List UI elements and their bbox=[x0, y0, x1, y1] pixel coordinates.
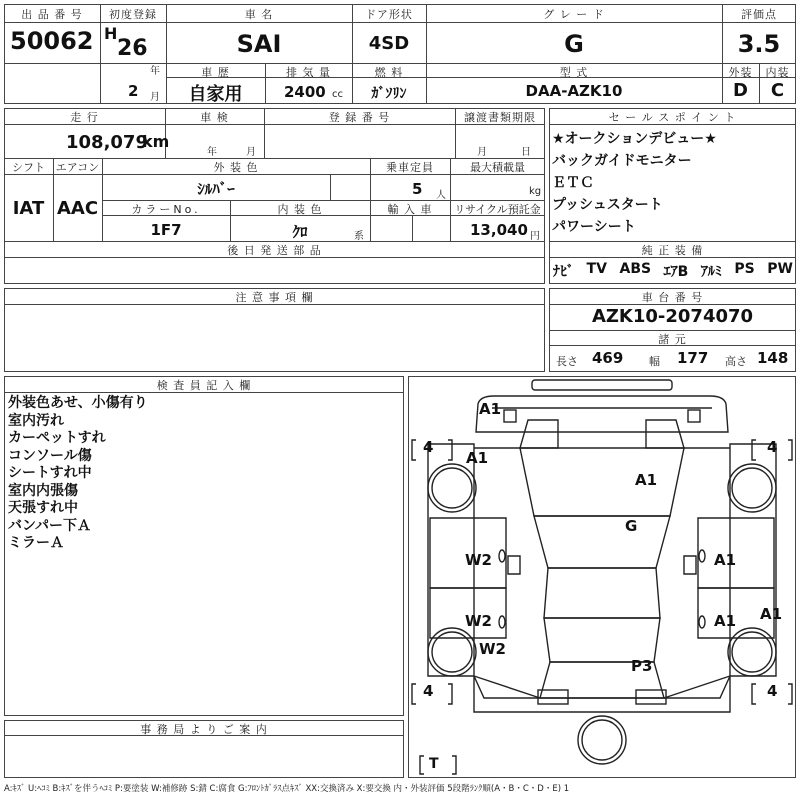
equipment-item: PS bbox=[734, 261, 755, 277]
registration-number-label: 登 録 番 号 bbox=[328, 111, 391, 124]
damage-left-front-door: W2 bbox=[465, 551, 492, 569]
inspector-note: シートすれ中 bbox=[8, 465, 92, 481]
mileage: 108,079 bbox=[66, 132, 148, 153]
height: 148 bbox=[757, 349, 789, 367]
history: 自家用 bbox=[188, 84, 243, 105]
damage-left-front-fender: A1 bbox=[466, 449, 489, 467]
damage-right-rear-door: A1 bbox=[714, 612, 737, 630]
mileage-unit: km bbox=[142, 132, 170, 151]
car-name: SAI bbox=[236, 30, 282, 58]
sales-point-item: ★オークションデビュー★ bbox=[552, 131, 717, 147]
damage-right-front-door: A1 bbox=[714, 551, 737, 569]
inspector-note: バンパー下Ａ bbox=[8, 517, 92, 534]
chassis-number: AZK10-2074070 bbox=[591, 306, 754, 327]
equipment-item: ﾅﾋﾞ bbox=[553, 264, 574, 280]
damage-roof: G bbox=[625, 517, 638, 535]
inspector-note: カーペットすれ bbox=[8, 430, 106, 446]
damage-right-rear-fender: A1 bbox=[760, 605, 783, 623]
damage-hood: A1 bbox=[635, 471, 658, 489]
shift: IAT bbox=[12, 198, 45, 219]
recycle-deposit: 13,040 bbox=[470, 221, 528, 239]
recycle-unit: 円 bbox=[530, 231, 540, 242]
ac-label: エアコン bbox=[55, 161, 100, 174]
interior-color-label: 内 装 色 bbox=[277, 203, 323, 216]
grade-label: グ レ ー ド bbox=[543, 8, 605, 21]
tire-rear-right: 4 bbox=[767, 682, 778, 700]
inspector-note: コンソール傷 bbox=[8, 447, 92, 464]
inspector-note: 天張すれ中 bbox=[8, 500, 78, 516]
inspector-note: 室内内張傷 bbox=[8, 482, 78, 499]
equipment-item: PW bbox=[767, 261, 793, 277]
exterior-color-label: 外 装 色 bbox=[213, 161, 259, 174]
transfer-month-unit: 月 bbox=[477, 147, 487, 158]
legend: A:ｷｽﾞ U:ﾍｺﾐ B:ｷｽﾞを伴うﾍｺﾐ P:要塗装 W:補修跡 S:錆 C:腐食 G:ﾌﾛﾝﾄｶﾞﾗｽ点ｷｽﾞ XX:交換済み X:要交換 内・外装評価 5段階ﾗﾝｸ順(A・B・C・D・E) 1 bbox=[4, 784, 570, 794]
divider bbox=[100, 22, 796, 23]
sales-point-item: プッシュスタート bbox=[552, 197, 663, 213]
door-type-label: ドア形状 bbox=[365, 8, 413, 21]
displacement: 2400 bbox=[284, 83, 326, 101]
transfer-deadline-label: 譲渡書類期限 bbox=[464, 111, 536, 124]
sales-points-list bbox=[552, 128, 717, 238]
ac: AAC bbox=[56, 198, 99, 219]
interior-grade: C bbox=[770, 80, 785, 101]
model-label: 型 式 bbox=[559, 66, 589, 79]
registration-year: 26 bbox=[117, 36, 148, 61]
exterior-grade: D bbox=[733, 80, 748, 101]
inspection-month-unit: 月 bbox=[246, 147, 256, 158]
tire-front-right: 4 bbox=[767, 438, 778, 456]
length-label: 長さ bbox=[556, 355, 578, 368]
capacity-label: 乗車定員 bbox=[386, 161, 434, 174]
import-label: 輸 入 車 bbox=[387, 203, 433, 216]
interior-grade-label: 内装 bbox=[765, 66, 790, 79]
tire-rear-left: 4 bbox=[423, 682, 434, 700]
color-number-label: カラーNo. bbox=[131, 203, 201, 216]
car-diagram bbox=[408, 376, 796, 778]
shift-label: シフト bbox=[12, 161, 45, 174]
capacity-unit: 人 bbox=[436, 190, 446, 201]
max-load-unit: kg bbox=[529, 186, 542, 197]
divider bbox=[330, 174, 331, 200]
max-load-label: 最大積載量 bbox=[470, 161, 525, 174]
lot-number-label: 出 品 番 号 bbox=[21, 8, 83, 21]
capacity: 5 bbox=[412, 180, 423, 198]
spare-tire: T bbox=[429, 756, 439, 772]
history-label: 車 歴 bbox=[201, 66, 230, 79]
inspector-note: 外装色あせ、小傷有り bbox=[8, 395, 148, 411]
fuel-label: 燃 料 bbox=[374, 66, 404, 79]
registration-month: 2 bbox=[128, 82, 139, 100]
office-label: 事 務 局 よ り ご 案 内 bbox=[140, 723, 268, 736]
color-number: 1F7 bbox=[150, 221, 182, 239]
first-registration-label: 初度登録 bbox=[109, 8, 157, 21]
fuel: ｶﾞｿﾘﾝ bbox=[371, 86, 407, 102]
sales-point-item: パワーシート bbox=[552, 219, 636, 235]
width: 177 bbox=[677, 349, 709, 367]
tire-front-left: 4 bbox=[423, 438, 434, 456]
grade: G bbox=[564, 30, 584, 58]
equipment-label: 純 正 装 備 bbox=[641, 244, 704, 257]
score-label: 評価点 bbox=[741, 8, 777, 21]
damage-left-rear-fender: W2 bbox=[479, 640, 506, 658]
exterior-color: ｼﾙﾊﾞｰ bbox=[197, 180, 235, 198]
equipment-item: ABS bbox=[619, 261, 652, 277]
transfer-day-unit: 日 bbox=[521, 147, 531, 158]
interior-color: ｸﾛ bbox=[292, 223, 308, 241]
height-label: 高さ bbox=[725, 355, 747, 368]
inspection-year-unit: 年 bbox=[207, 147, 217, 158]
year-unit: 年 bbox=[150, 66, 160, 77]
length: 469 bbox=[592, 349, 624, 367]
equipment-list bbox=[553, 261, 793, 281]
chassis-number-label: 車 台 番 号 bbox=[641, 291, 704, 304]
sales-point-item: ＥＴＣ bbox=[552, 175, 594, 191]
damage-left-rear-door: W2 bbox=[465, 612, 492, 630]
mileage-label: 走 行 bbox=[70, 111, 99, 124]
later-parts-label: 後 日 発 送 部 品 bbox=[227, 244, 322, 257]
inspector-note: ミラーＡ bbox=[8, 535, 64, 551]
inspector-note: 室内汚れ bbox=[8, 412, 64, 429]
dimensions-label: 諸 元 bbox=[658, 333, 687, 346]
model-code: DAA-AZK10 bbox=[525, 82, 623, 100]
interior-color-unit: 系 bbox=[354, 231, 364, 242]
car-name-label: 車 名 bbox=[244, 8, 274, 21]
lot-number: 50062 bbox=[10, 27, 94, 55]
inspector-label: 検 査 員 記 入 欄 bbox=[156, 379, 252, 392]
width-label: 幅 bbox=[649, 355, 660, 368]
equipment-item: TV bbox=[586, 261, 607, 277]
score: 3.5 bbox=[737, 30, 781, 58]
recycle-deposit-label: リサイクル預託金 bbox=[454, 203, 541, 216]
damage-trunk: P3 bbox=[631, 657, 653, 675]
damage-front-bumper: A1 bbox=[479, 400, 502, 418]
door-type: 4SD bbox=[368, 33, 410, 54]
displacement-label: 排 気 量 bbox=[286, 66, 331, 79]
displacement-unit: cc bbox=[332, 89, 343, 100]
inspection-label: 車 検 bbox=[200, 111, 229, 124]
month-unit: 月 bbox=[150, 92, 160, 103]
sales-point-item: バックガイドモニター bbox=[552, 153, 692, 169]
equipment-item: ｱﾙﾐ bbox=[700, 264, 722, 280]
sales-points-label: セ ー ル ス ポ イ ン ト bbox=[608, 111, 737, 124]
divider bbox=[412, 215, 413, 241]
notes-label: 注 意 事 項 欄 bbox=[235, 291, 314, 304]
divider bbox=[4, 22, 100, 23]
exterior-grade-label: 外装 bbox=[728, 66, 753, 79]
era: H bbox=[104, 24, 118, 43]
equipment-item: ｴｱB bbox=[663, 264, 689, 280]
inspector-notes bbox=[8, 395, 148, 553]
